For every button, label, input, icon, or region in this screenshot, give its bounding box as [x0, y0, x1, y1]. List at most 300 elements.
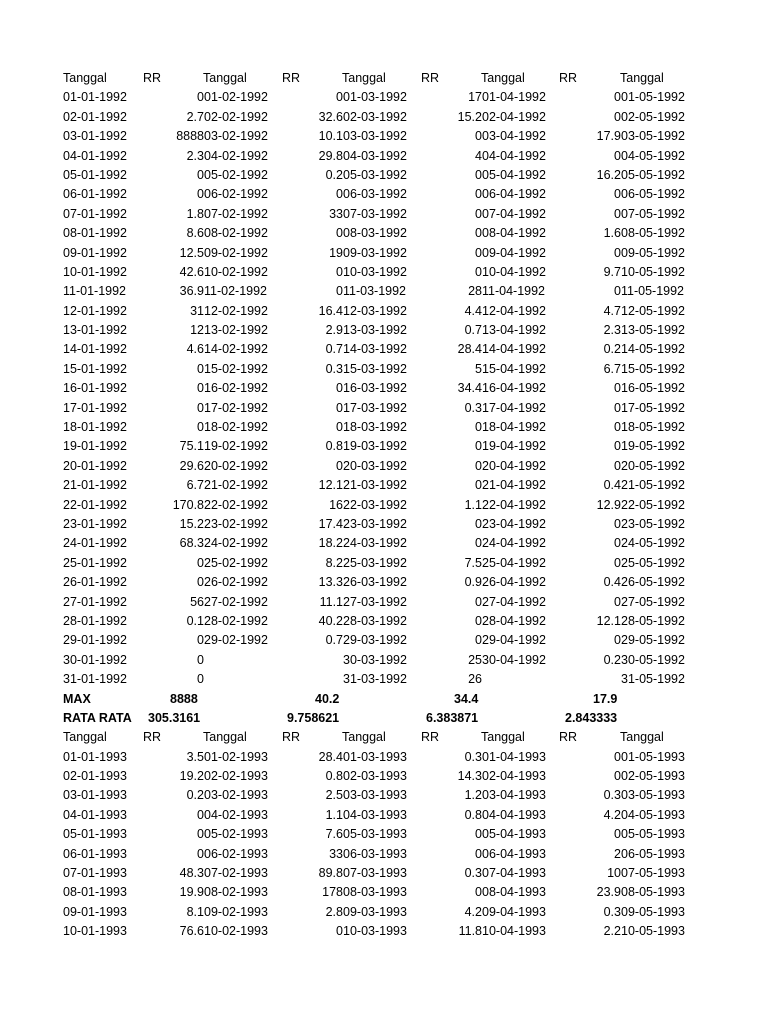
rr-cell: 0.1 [186, 613, 204, 628]
date-cell: 10-03-1992 [343, 264, 407, 279]
date-cell: 14-02-1992 [204, 342, 268, 357]
rr-cell: 0 [197, 361, 204, 376]
date-cell: 05-03-1992 [343, 167, 407, 182]
date-cell: 04-01-1993 [63, 807, 127, 822]
date-cell: 20-05-1992 [621, 458, 685, 473]
rr-cell: 178 [322, 885, 343, 900]
date-cell: 10-01-1992 [63, 264, 127, 279]
rr-cell: 0 [475, 846, 482, 861]
rr-cell: 14.3 [457, 769, 482, 784]
rr-cell: 0 [336, 924, 343, 939]
rr-cell: 16.2 [596, 167, 621, 182]
date-cell: 13-04-1992 [482, 323, 546, 338]
date-cell: 26-02-1992 [204, 575, 268, 590]
date-cell: 18-01-1992 [63, 420, 127, 435]
rr-cell: 0 [475, 594, 482, 609]
date-cell: 06-03-1993 [343, 846, 407, 861]
rr-cell: 0 [197, 400, 204, 415]
date-cell: 08-04-1992 [482, 226, 546, 241]
header-rr: RR [282, 730, 301, 745]
date-cell: 02-04-1993 [482, 769, 546, 784]
rr-cell: 0 [475, 613, 482, 628]
header-rr: RR [559, 71, 578, 85]
rr-cell: 0 [475, 129, 482, 144]
date-cell: 05-04-1993 [482, 827, 546, 842]
date-cell: 24-03-1992 [343, 536, 407, 551]
date-cell: 08-01-1993 [63, 885, 127, 900]
rr-cell: 19.2 [179, 769, 204, 784]
date-cell: 15-05-1992 [621, 361, 685, 376]
date-cell: 21-03-1992 [343, 478, 407, 493]
date-cell: 23-01-1992 [63, 516, 127, 531]
rr-cell: 0.7 [325, 342, 343, 357]
rr-cell: 0 [475, 420, 482, 435]
table-row [0, 282, 768, 301]
rr-cell: 0 [614, 458, 621, 473]
header-rr: RR [559, 730, 578, 745]
rr-cell: 0 [614, 536, 621, 551]
rr-cell: 0 [614, 90, 621, 105]
date-cell: 09-01-1993 [63, 904, 127, 919]
table-row [0, 379, 768, 398]
date-cell: 18-02-1992 [204, 420, 268, 435]
rr-cell: 0 [336, 400, 343, 415]
table-row [0, 108, 768, 127]
date-cell: 10-05-1993 [621, 924, 685, 939]
date-cell: 04-04-1992 [482, 148, 546, 163]
date-cell: 09-03-1993 [343, 904, 407, 919]
date-cell: 04-03-1992 [343, 148, 407, 163]
date-cell: 02-03-1993 [343, 769, 407, 784]
rr-cell: 0 [614, 769, 621, 784]
table-row [0, 922, 768, 941]
date-cell: 07-02-1992 [204, 206, 268, 221]
date-cell: 01-03-1993 [343, 749, 407, 764]
rr-cell: 8.6 [186, 226, 204, 241]
avg-value: 9.758621 [287, 710, 340, 725]
rr-cell: 0.9 [464, 575, 482, 590]
rr-cell: 2.3 [603, 323, 621, 338]
table-row [0, 554, 768, 573]
rr-cell: 36.9 [179, 284, 204, 299]
date-cell: 08-05-1993 [621, 885, 685, 900]
date-cell: 05-05-1992 [621, 167, 685, 182]
date-cell: 19-05-1992 [621, 439, 685, 454]
rr-cell: 16.4 [318, 303, 343, 318]
rr-cell: 2.7 [186, 109, 204, 124]
table-row [0, 185, 768, 204]
rr-cell: 0 [475, 264, 482, 279]
date-cell: 03-04-1993 [482, 788, 546, 803]
rr-cell: 1.2 [464, 788, 482, 803]
date-cell: 16-04-1992 [482, 381, 546, 396]
rr-cell: 1.1 [325, 807, 343, 822]
table-row [0, 573, 768, 592]
table-row [0, 631, 768, 650]
date-cell: 10-01-1993 [63, 924, 127, 939]
date-cell: 06-02-1993 [204, 846, 268, 861]
table-row [0, 825, 768, 844]
date-cell: 19-01-1992 [63, 439, 127, 454]
rr-cell: 0 [197, 807, 204, 822]
date-cell: 18-04-1992 [482, 420, 546, 435]
date-cell: 02-04-1992 [482, 109, 546, 124]
date-cell: 17-03-1992 [343, 400, 407, 415]
date-cell: 17-02-1992 [204, 400, 268, 415]
date-cell: 07-03-1992 [343, 206, 407, 221]
rr-cell: 2.8 [325, 904, 343, 919]
date-cell: 28-02-1992 [204, 613, 268, 628]
rr-cell: 0 [475, 478, 482, 493]
rr-cell: 0 [614, 516, 621, 531]
date-cell: 01-02-1992 [204, 90, 268, 105]
rr-cell: 1.1 [464, 497, 482, 512]
rr-cell: 0.2 [325, 167, 343, 182]
date-cell: 19-02-1992 [204, 439, 268, 454]
header-tanggal: Tanggal [342, 71, 386, 85]
rr-cell: 11.1 [319, 594, 343, 609]
max-row [0, 690, 768, 709]
table-row [0, 437, 768, 456]
date-cell: 14-05-1992 [621, 342, 685, 357]
rr-cell: 29.6 [179, 458, 204, 473]
rr-cell: 0 [197, 633, 204, 648]
rr-cell: 0 [336, 187, 343, 202]
rr-cell: 0 [197, 420, 204, 435]
rr-cell: 0.2 [603, 652, 621, 667]
date-cell: 21-02-1992 [204, 478, 268, 493]
rr-cell: 0 [475, 226, 482, 241]
date-cell: 04-02-1993 [204, 807, 268, 822]
rr-cell: 12.1 [596, 613, 621, 628]
date-cell: 05-01-1992 [63, 167, 127, 182]
rr-cell: 0 [614, 749, 621, 764]
rr-cell: 9.7 [603, 264, 621, 279]
header-tanggal: Tanggal [63, 71, 107, 85]
rr-cell: 0 [197, 652, 204, 667]
date-cell: 03-02-1992 [204, 129, 268, 144]
date-cell: 18-03-1992 [343, 420, 407, 435]
date-cell: 06-05-1992 [621, 187, 685, 202]
date-cell: 11-02-1992 [204, 284, 268, 299]
date-cell: 15-01-1992 [63, 361, 127, 376]
rr-cell: 170.8 [172, 497, 204, 512]
max-value: 34.4 [454, 691, 479, 706]
rr-cell: 0 [336, 226, 343, 241]
rr-cell: 11.8 [458, 924, 482, 939]
date-cell: 27-04-1992 [482, 594, 546, 609]
rr-cell: 0.3 [464, 749, 482, 764]
rr-cell: 0 [475, 885, 482, 900]
date-cell: 16-05-1992 [621, 381, 685, 396]
date-cell: 27-05-1992 [621, 594, 685, 609]
date-cell: 12-02-1992 [204, 303, 268, 318]
rr-cell: 16 [329, 497, 343, 512]
table-row [0, 399, 768, 418]
date-cell: 02-03-1992 [343, 109, 407, 124]
date-cell: 05-04-1992 [482, 167, 546, 182]
date-cell: 18-05-1992 [621, 420, 685, 435]
date-cell: 13-01-1992 [63, 323, 127, 338]
date-cell: 28-01-1992 [63, 613, 127, 628]
date-cell: 22-04-1992 [482, 497, 546, 512]
rr-cell: 0 [475, 245, 482, 260]
date-cell: 19-04-1992 [482, 439, 546, 454]
rr-cell: 19 [329, 245, 343, 260]
date-cell: 09-02-1993 [204, 904, 268, 919]
rr-cell: 2 [614, 846, 621, 861]
rr-cell: 4.7 [603, 303, 621, 318]
header-rr: RR [143, 730, 162, 745]
rr-cell: 29.8 [318, 148, 343, 163]
table-row [0, 263, 768, 282]
table-row [0, 806, 768, 825]
rr-cell: 28 [468, 284, 482, 299]
rr-cell: 31 [190, 303, 204, 318]
date-cell: 23-03-1992 [343, 516, 407, 531]
date-cell: 20-01-1992 [63, 458, 127, 473]
block-1992 [0, 69, 768, 728]
rr-cell: 0 [475, 187, 482, 202]
rr-cell: 0.7 [464, 323, 482, 338]
date-cell: 03-03-1992 [343, 129, 407, 144]
date-cell: 22-03-1992 [343, 497, 407, 512]
date-cell: 21-04-1992 [482, 478, 546, 493]
date-cell: 01-04-1993 [482, 749, 546, 764]
date-cell: 03-01-1992 [63, 129, 127, 144]
rr-cell: 56 [190, 594, 204, 609]
date-cell: 05-02-1993 [204, 827, 268, 842]
date-cell: 03-01-1993 [63, 788, 127, 803]
rr-cell: 2.2 [603, 924, 621, 939]
rr-cell: 48.3 [179, 866, 204, 881]
date-cell: 12-01-1992 [63, 303, 127, 318]
rr-cell: 17 [468, 90, 482, 105]
date-cell: 15-04-1992 [482, 361, 546, 376]
date-cell: 04-05-1993 [621, 807, 685, 822]
avg-row [0, 709, 768, 728]
date-cell: 03-02-1993 [204, 788, 268, 803]
rr-cell: 7.5 [464, 555, 482, 570]
rr-cell: 18.2 [318, 536, 343, 551]
date-cell: 10-04-1992 [482, 264, 546, 279]
date-cell: 30-04-1992 [482, 652, 546, 667]
rr-cell: 28.4 [457, 342, 482, 357]
rr-cell: 17.9 [596, 129, 621, 144]
date-cell: 04-03-1993 [343, 807, 407, 822]
date-cell: 02-01-1992 [63, 109, 127, 124]
header-row [0, 728, 768, 747]
rr-cell: 4.6 [186, 342, 204, 357]
date-cell: 02-05-1992 [621, 109, 685, 124]
header-tanggal: Tanggal [481, 730, 525, 745]
header-tanggal: Tanggal [203, 71, 247, 85]
date-cell: 26-03-1992 [343, 575, 407, 590]
rr-cell: 0 [197, 167, 204, 182]
header-rr: RR [421, 71, 440, 85]
table-row [0, 166, 768, 185]
date-cell: 23-02-1992 [204, 516, 268, 531]
rr-cell: 0 [197, 187, 204, 202]
date-cell: 16-03-1992 [343, 381, 407, 396]
table-row [0, 845, 768, 864]
rr-cell: 2.5 [325, 788, 343, 803]
date-cell: 10-02-1992 [204, 264, 268, 279]
rr-cell: 10 [607, 866, 621, 881]
rr-cell: 12.9 [596, 497, 621, 512]
date-cell: 01-01-1992 [63, 90, 127, 105]
rr-cell: 0.3 [603, 904, 621, 919]
date-cell: 03-05-1993 [621, 788, 685, 803]
date-cell: 09-01-1992 [63, 245, 127, 260]
date-cell: 27-01-1992 [63, 594, 127, 609]
date-cell: 08-01-1992 [63, 226, 127, 241]
rr-cell: 0 [614, 420, 621, 435]
date-cell: 25-05-1992 [621, 555, 685, 570]
date-cell: 08-04-1993 [482, 885, 546, 900]
rr-cell: 0.8 [464, 807, 482, 822]
date-cell: 05-05-1993 [621, 827, 685, 842]
date-cell: 21-05-1992 [621, 478, 685, 493]
date-cell: 29-04-1992 [482, 633, 546, 648]
date-cell: 10-02-1993 [204, 924, 268, 939]
date-cell: 09-05-1993 [621, 904, 685, 919]
date-cell: 21-01-1992 [63, 478, 127, 493]
date-cell: 20-02-1992 [204, 458, 268, 473]
rr-cell: 0.2 [186, 788, 204, 803]
date-cell: 01-02-1993 [204, 749, 268, 764]
table-row [0, 612, 768, 631]
date-cell: 13-03-1992 [343, 323, 407, 338]
rr-cell: 25 [468, 652, 482, 667]
date-cell: 04-05-1992 [621, 148, 685, 163]
rr-cell: 89.8 [318, 866, 343, 881]
date-cell: 15-03-1992 [343, 361, 407, 376]
rr-cell: 33 [329, 846, 343, 861]
table-row [0, 670, 768, 689]
date-cell: 20-03-1992 [343, 458, 407, 473]
date-cell: 08-02-1992 [204, 226, 268, 241]
date-cell: 05-03-1993 [343, 827, 407, 842]
date-cell: 09-02-1992 [204, 245, 268, 260]
date-cell: 10-04-1993 [482, 924, 546, 939]
rr-cell: 8888 [176, 129, 204, 144]
rr-cell: 0 [475, 167, 482, 182]
rr-cell: 0.8 [325, 769, 343, 784]
max-value: 40.2 [315, 691, 340, 706]
table-row [0, 360, 768, 379]
date-cell: 16-02-1992 [204, 381, 268, 396]
table-row [0, 496, 768, 515]
table-row [0, 302, 768, 321]
rr-cell: 7.6 [325, 827, 343, 842]
rr-cell: 0.3 [464, 866, 482, 881]
date-cell: 27-03-1992 [343, 594, 407, 609]
date-cell: 24-05-1992 [621, 536, 685, 551]
header-tanggal: Tanggal [203, 730, 247, 745]
table-row [0, 864, 768, 883]
date-cell: 13-02-1992 [204, 323, 268, 338]
rr-cell: 12 [190, 323, 204, 338]
rr-cell: 15.2 [179, 516, 204, 531]
rr-cell: 32.6 [318, 109, 343, 124]
date-cell: 02-01-1993 [63, 769, 127, 784]
rr-cell: 13.3 [318, 575, 343, 590]
date-cell: 05-02-1992 [204, 167, 268, 182]
date-cell: 30-01-1992 [63, 652, 127, 667]
date-cell: 20-04-1992 [482, 458, 546, 473]
date-cell: 14-04-1992 [482, 342, 546, 357]
date-cell: 06-01-1993 [63, 846, 127, 861]
date-cell: 30-03-1992 [343, 652, 407, 667]
rr-cell: 76.6 [179, 924, 204, 939]
date-cell: 23-05-1992 [621, 516, 685, 531]
date-cell: 02-02-1993 [204, 769, 268, 784]
rr-cell: 0 [197, 827, 204, 842]
date-cell: 01-04-1992 [482, 90, 546, 105]
date-cell: 26-04-1992 [482, 575, 546, 590]
max-value: 17.9 [593, 691, 618, 706]
date-cell: 08-03-1992 [343, 226, 407, 241]
date-cell: 25-04-1992 [482, 555, 546, 570]
date-cell: 04-01-1992 [63, 148, 127, 163]
rr-cell: 15.2 [457, 109, 482, 124]
rr-cell: 0 [336, 90, 343, 105]
date-cell: 03-04-1992 [482, 129, 546, 144]
rr-cell: 0 [614, 284, 621, 299]
rr-cell: 34.4 [457, 381, 482, 396]
date-cell: 16-01-1992 [63, 381, 127, 396]
date-cell: 10-05-1992 [621, 264, 685, 279]
rr-cell: 0 [614, 187, 621, 202]
rr-cell: 0 [475, 827, 482, 842]
date-cell: 24-04-1992 [482, 536, 546, 551]
rr-cell: 26 [468, 672, 482, 687]
table-row [0, 767, 768, 786]
date-cell: 01-01-1993 [63, 749, 127, 764]
table-row [0, 515, 768, 534]
date-cell: 11-05-1992 [621, 284, 685, 299]
rr-cell: 0 [197, 381, 204, 396]
rr-cell: 0 [614, 439, 621, 454]
date-cell: 31-03-1992 [343, 672, 407, 687]
header-row [0, 69, 768, 88]
rr-cell: 0 [336, 264, 343, 279]
date-cell: 07-05-1992 [621, 206, 685, 221]
date-cell: 11-04-1992 [482, 284, 546, 299]
rr-cell: 0.8 [325, 439, 343, 454]
header-tanggal: Tanggal [342, 730, 386, 745]
rr-cell: 0 [197, 90, 204, 105]
date-cell: 14-03-1992 [343, 342, 407, 357]
table-row [0, 127, 768, 146]
rr-cell: 0 [614, 245, 621, 260]
rr-cell: 40.2 [318, 613, 343, 628]
date-cell: 31-01-1992 [63, 672, 127, 687]
rr-cell: 0 [336, 381, 343, 396]
table-row [0, 244, 768, 263]
table-row [0, 418, 768, 437]
date-cell: 10-03-1993 [343, 924, 407, 939]
date-cell: 04-04-1993 [482, 807, 546, 822]
rr-cell: 23.9 [596, 885, 621, 900]
rr-cell: 19.9 [179, 885, 204, 900]
max-label: MAX [63, 691, 91, 706]
date-cell: 17-01-1992 [63, 400, 127, 415]
rr-cell: 4 [475, 148, 482, 163]
date-cell: 09-04-1992 [482, 245, 546, 260]
date-cell: 06-05-1993 [621, 846, 685, 861]
